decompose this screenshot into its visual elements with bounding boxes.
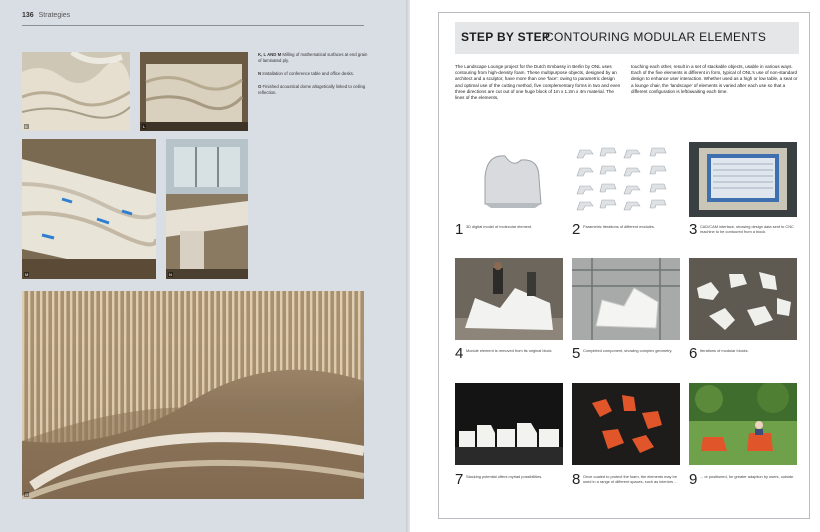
caption-text: Milling of mathematical surfaces at end grain of laminated ply. xyxy=(258,52,368,63)
photo-acoustical-dome-o xyxy=(22,291,364,499)
conference-table-image xyxy=(166,139,248,279)
modular-blocks-image xyxy=(689,258,797,340)
caption-key: O xyxy=(258,84,262,89)
body-text-column-1: The Landscape Lounge project for the Dutch Embassy in Berlin by ONL uses contouring from high-density foam. These multipurpose objects, designed by an architect and a sculptor, have more than one 'face': owing to parametric design and optimal use of the cutting method, five complementary forms in two and even three directions are cut out of one huge block of 1m x 1.2m x 4m material. The lines of the elements, xyxy=(455,64,621,101)
digital-model-image xyxy=(455,142,563,217)
milling-table-image xyxy=(140,52,248,131)
step-text: Once coated to protect the foam, the elements may be used in a range of different spaces, such as interiors ... xyxy=(583,474,678,484)
module-removal-image xyxy=(455,258,563,340)
orange-elements-outdoor-image xyxy=(689,383,797,465)
caption-n xyxy=(258,71,368,77)
page-number: 136 xyxy=(22,12,34,19)
photo-tag: M xyxy=(25,272,29,277)
step-number: 1 xyxy=(455,221,464,238)
step-text: Module element is removed from its original block. xyxy=(466,348,553,353)
step-text: Parametric iterations of different modules. xyxy=(583,224,655,229)
caption-klm xyxy=(258,52,368,63)
step-7-caption xyxy=(455,471,563,499)
step-9-caption xyxy=(689,471,797,499)
step-text: 3D digital model of molecular element. xyxy=(466,224,533,229)
step-number: 5 xyxy=(572,345,581,362)
step-3-caption xyxy=(689,221,797,249)
milled-surface-image xyxy=(22,52,130,131)
running-header xyxy=(22,12,364,26)
caption-key: K, L AND M xyxy=(258,52,282,57)
acoustical-dome-image xyxy=(22,291,364,499)
step-5-caption xyxy=(572,345,680,373)
photo-tag: L xyxy=(143,124,146,129)
step-number: 4 xyxy=(455,345,464,362)
step-6-image xyxy=(689,258,797,340)
step-number: 6 xyxy=(689,345,698,362)
step-8-image xyxy=(572,383,680,465)
title-bold: STEP BY STEP xyxy=(461,30,551,44)
caption-text: Finished acoustical dome altogetically linked to ceiling reflection. xyxy=(258,84,366,95)
caption-text: Installation of conference table and office desks. xyxy=(262,71,354,76)
stacking-elements-image xyxy=(455,383,563,465)
step-9-image xyxy=(689,383,797,465)
photo-tag: O xyxy=(25,492,29,497)
photo-conference-table-n xyxy=(166,139,248,279)
step-2-caption xyxy=(572,221,680,249)
caption-key: N xyxy=(258,71,262,76)
step-5-image xyxy=(572,258,680,340)
step-8-caption xyxy=(572,471,680,499)
body-text-column-2: touching each other, result in a set of stackable objects, usable in various ways. Each of the five elements is different in form, typical of ONL's use of non-standard design to enhance user interaction. Whether used as a high or low table, a seat or a lounge chair, the 'landscape' of elements is varied after each use so that a different configuration is left/awaiting each time. xyxy=(631,64,798,94)
step-text: Stacking potential offers myriad possibilities. xyxy=(466,474,543,479)
cad-cam-monitor-image xyxy=(689,142,797,217)
step-number: 2 xyxy=(572,221,581,238)
step-1-caption xyxy=(455,221,563,249)
step-4-image xyxy=(455,258,563,340)
step-text: Iterations of modular blocks. xyxy=(700,348,749,353)
photo-tag: K xyxy=(25,124,28,129)
title-light: CONTOURING MODULAR ELEMENTS xyxy=(545,30,767,44)
step-text: ... or positioned, for greater adaption by users, outside. xyxy=(700,474,795,479)
section-name: Strategies xyxy=(38,12,71,19)
step-number: 8 xyxy=(572,471,581,488)
caption-o xyxy=(258,84,368,95)
step-2-image xyxy=(572,142,680,217)
orange-elements-interior-image xyxy=(572,383,680,465)
step-number: 9 xyxy=(689,471,698,488)
step-6-caption xyxy=(689,345,797,373)
title-banner xyxy=(455,22,799,54)
step-text: Completed component, showing complex geometry. xyxy=(583,348,673,353)
milled-panel-image xyxy=(22,139,156,279)
step-number: 7 xyxy=(455,471,464,488)
photo-milled-surface-k xyxy=(22,52,130,131)
step-text: CAD/CAM interface, showing design data sent to CNC machine to be contoured from a block. xyxy=(700,224,794,234)
completed-component-image xyxy=(572,258,680,340)
step-4-caption xyxy=(455,345,563,373)
parametric-iterations-image xyxy=(572,142,680,217)
step-7-image xyxy=(455,383,563,465)
photo-tag: N xyxy=(169,272,172,277)
step-3-image xyxy=(689,142,797,217)
step-number: 3 xyxy=(689,221,698,238)
step-1-image xyxy=(455,142,563,217)
photo-milled-surface-l xyxy=(140,52,248,131)
photo-milled-panel-m xyxy=(22,139,156,279)
